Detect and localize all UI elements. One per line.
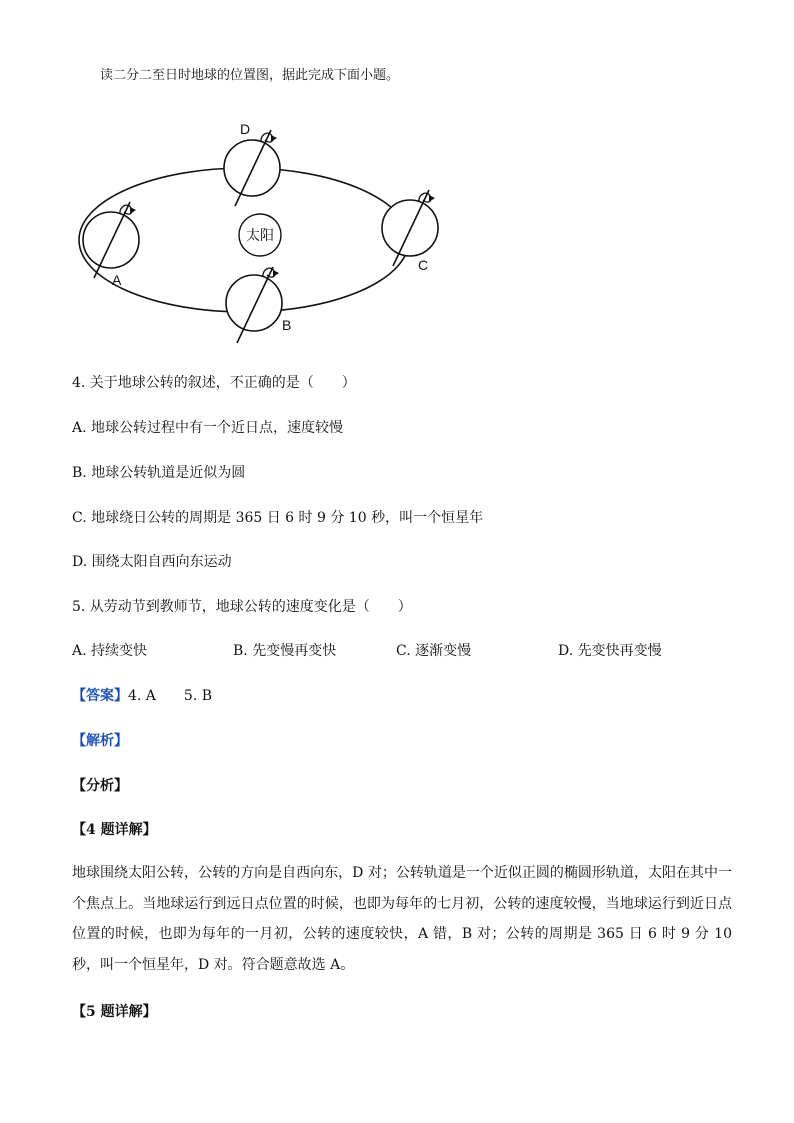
label-c: C xyxy=(418,257,429,273)
label-d: D xyxy=(240,121,251,137)
sun-label: 太阳 xyxy=(246,227,274,243)
q5-option-d: D. 先变快再变慢 xyxy=(558,643,662,659)
q4-option-c: C. 地球绕日公转的周期是 365 日 6 时 9 分 10 秒，叫一个恒星年 xyxy=(72,510,484,526)
earth-b xyxy=(226,267,282,343)
q5-option-a: A. 持续变快 xyxy=(72,643,148,659)
intro-text: 读二分二至日时地球的位置图，据此完成下面小题。 xyxy=(100,68,400,83)
q5-option-b: B. 先变慢再变快 xyxy=(233,643,337,659)
q4-option-a: A. 地球公转过程中有一个近日点，速度较慢 xyxy=(72,420,344,436)
q5-stem: 5. 从劳动节到教师节，地球公转的速度变化是（ ） xyxy=(72,599,412,615)
analysis-tag: 【解析】 xyxy=(72,733,128,749)
detail4-text: 地球围绕太阳公转，公转的方向是自西向东，D 对；公转轨道是一个近似正圆的椭圆形轨道，太阳在其中一个焦点上。当地球运行到远日点位置的时候，也即为每年的七月初，公转的速度较慢，当地球运行到近日点位置的时候，也即为每年的一月初，公转的速度较快，A 错，B 对；公转的周期是 365 日 6 时 9 分 10 秒，叫一个恒星年，D 对。符合题意故选 A。 xyxy=(72,865,732,973)
q4-stem: 4. 关于地球公转的叙述，不正确的是（ ） xyxy=(72,375,356,391)
label-a: A xyxy=(112,272,122,288)
q4-option-d: D. 围绕太阳自西向东运动 xyxy=(72,554,232,570)
earth-orbit-diagram xyxy=(72,110,452,355)
fenxi-tag: 【分析】 xyxy=(72,778,128,794)
q5-option-c: C. 逐渐变慢 xyxy=(396,643,472,659)
earth-d xyxy=(224,130,280,206)
answer-line xyxy=(72,686,212,706)
detail5-tag: 【5 题详解】 xyxy=(72,1004,157,1020)
detail4-tag: 【4 题详解】 xyxy=(72,822,157,838)
earth-c xyxy=(382,190,438,266)
answer-text: 4. A 5. B xyxy=(128,688,213,704)
answer-tag: 【答案】 xyxy=(72,688,128,704)
label-b: B xyxy=(282,317,292,333)
q4-option-b: B. 地球公转轨道是近似为圆 xyxy=(72,465,246,481)
